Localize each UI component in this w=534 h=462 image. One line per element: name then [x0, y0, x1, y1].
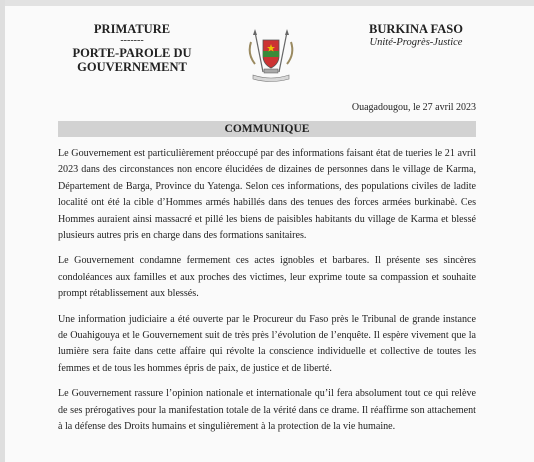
country-header	[336, 22, 496, 49]
coat-of-arms-icon	[245, 28, 297, 82]
scan-edge-top	[0, 0, 534, 6]
paragraph: Le Gouvernement condamne fermement ces actes ignobles et barbares. Il présente ses sincères condoléances aux familles et aux proches des victimes, leur exprime toute sa compassion et souhaite prompt rétablissement aux blessés.	[58, 255, 476, 300]
paragraph: Le Gouvernement est particulièrement préoccupé par des informations faisant état de tueries le 21 avril 2023 dans des circonstances non encore élucidées de dizaines de personnes dans le village de Karma, Département de Barga, Province du Yatenga. Selon ces informations, des populations civiles de ladite localité ont été la cible d’Hommes armés habillés dans des tenues des forces armées burkinabè. Ces Hommes auraient ainsi massacré et pillé les biens de paisibles habitants du village de Karma et blessé plusieurs autres pris en charge dans des formations sanitaires.	[58, 148, 476, 242]
national-motto: Unité-Progrès-Justice	[369, 37, 463, 48]
country-name: BURKINA FASO	[369, 22, 463, 36]
issuer-title: PRIMATURE	[93, 22, 171, 36]
scan-edge-left	[0, 0, 5, 462]
communique-body	[58, 146, 476, 445]
paragraph: Une information judiciaire a été ouverte par le Procureur du Faso près le Tribunal de grande instance de Ouahigouya et le Gouvernement suit de très près l’évolution de l’enquête. Il espère vivement que la lumière sera faite dans cette affaire qui révolte la conscience individuelle et collective de toutes les femmes et de tous les hommes épris de paix, de justice et de liberté.	[58, 313, 476, 374]
issuer-sub-line-1: PORTE-PAROLE DU	[72, 46, 192, 60]
issuer-separator: -------	[120, 35, 144, 46]
issuer-sub-line-2: GOUVERNEMENT	[77, 60, 187, 74]
document-date: Ouagadougou, le 27 avril 2023	[351, 102, 476, 113]
communique-banner	[58, 121, 476, 137]
issuer-header	[62, 22, 202, 74]
communique-title: COMMUNIQUE	[224, 123, 310, 135]
paragraph: Le Gouvernement rassure l’opinion nationale et internationale qu’il fera absolument tout ce qui relève de ses prérogatives pour la manifestation totale de la vérité dans ce drame. Il réaffirme son attachement à la défense des Droits humains et singulièrement à la protection de la vie humaine.	[58, 388, 476, 433]
